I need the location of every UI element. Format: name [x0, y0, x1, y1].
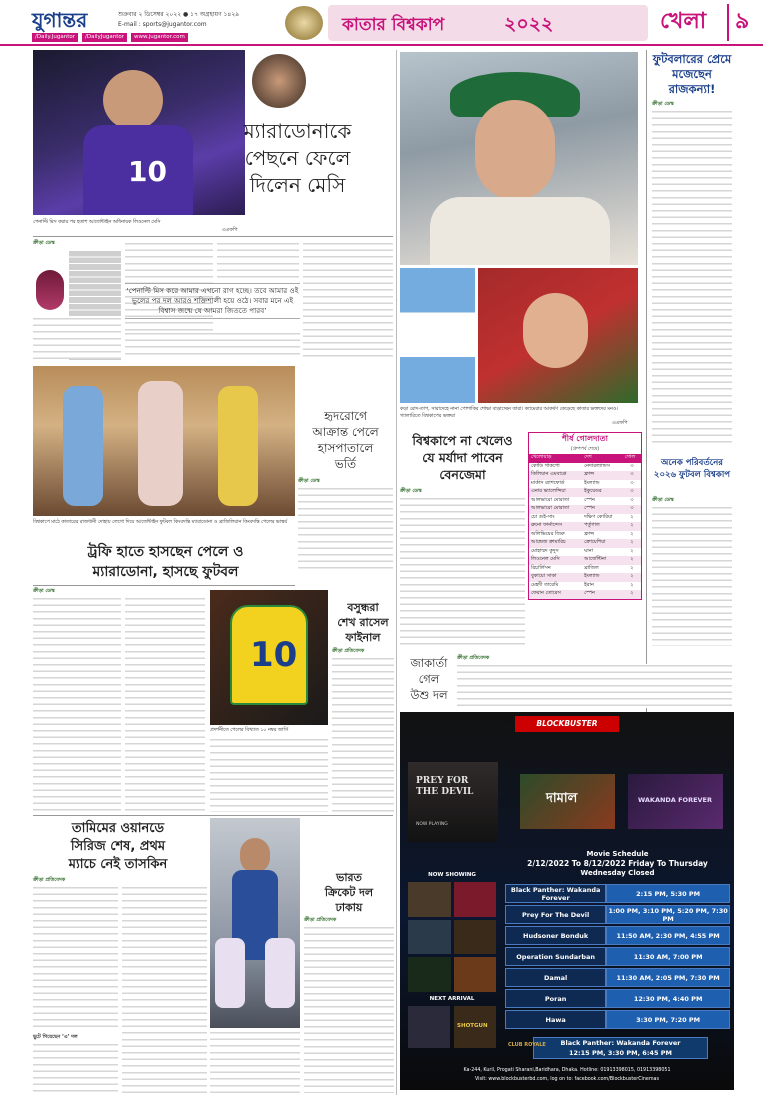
scorer-row: মেহদী তারেমি ইরান ২: [529, 582, 641, 591]
story2-headline: ফুটবলারের প্রেমে মজেছেন রাজকন্যা!: [652, 52, 732, 96]
messi-photo: 10: [33, 50, 245, 215]
schedule-footer: Black Panther: Wakanda Forever 12:15 PM, 3:30 PM, 6:45 PM: [533, 1037, 708, 1059]
story5-text: [400, 497, 525, 647]
scorer-row: চো গুই-সাং দক্ষিণ কোরিয়া ২: [529, 514, 641, 523]
ad-address: Ka-244, Kuril, Progati Sharani,Baridhara, Dhaka. Hotline: 01913398015, 01913398051: [463, 1068, 671, 1073]
scorer-row: মার্কাস র‍্যাশফোর্ড ইংল্যান্ড ৩: [529, 480, 641, 489]
now-showing-grid: [408, 882, 496, 992]
lego-statues-photo: [33, 366, 295, 516]
story3-text: [298, 487, 393, 572]
scorer-row: মোহাম্মদ কুদুস ঘানা ২: [529, 548, 641, 557]
section-name: খেলা: [660, 9, 707, 34]
story7-caption: প্রদর্শনীতে পেলের বিখ্যাত ১০ নম্বর জার্সি: [210, 728, 289, 733]
scorer-row: ব্রুনো ফার্নান্দেস পর্তুগাল ২: [529, 522, 641, 531]
schedule-row: Operation Sundarban 11:30 AM, 7:00 PM: [505, 947, 730, 966]
schedule-title: Movie Schedule: [586, 850, 649, 858]
club-royale-logo: CLUB ROYALE: [508, 1042, 546, 1048]
ad-web: Visit: www.blockbusterbd.com, log on to: facebook.com/BlockbusterCinemas: [475, 1077, 659, 1082]
story5-headline: বিশ্বকাপে না খেলেও যে মর্যাদা পাবেন বেনজেমা: [412, 433, 513, 482]
story2-caption: কড়া রোদ-তাপ, সারাদেহে নানা পোশাকির শোভা বাড়াচ্ছেন তারা। ক্যামেরার আকর্ষণ কেড়েছে কাতার ভক্তদের মনও। গ্যালারিতে বিশ্বকাপের ভক্তরা: [400, 407, 619, 419]
story4-text-col-1: [33, 597, 121, 812]
story10-headline: ভারত ক্রিকেট দল ঢাকায়: [324, 871, 374, 914]
youtube-link[interactable]: /DailyJugantor: [82, 33, 127, 42]
scorer-row: অলিভিয়ের জিরু ফ্রান্স ২: [529, 531, 641, 540]
story1-pullquote: ‘পেনাল্টি মিস করে আমার এখনো রাগ হচ্ছে। তবে আমার ওই ভুলের পর দল আরও শক্তিশালী হয়ে ওঠে। সবার মনে এই বিশ্বাস জন্মে যে আমরা জিততে পারব’: [125, 283, 300, 319]
poster-damal[interactable]: দামাল: [520, 774, 615, 829]
facebook-link[interactable]: /Daily.Jugantor: [32, 33, 78, 42]
scorer-row: কিলিয়ান এমবাপ্পে ফ্রান্স ৩: [529, 471, 641, 480]
movie-schedule-table: [505, 882, 730, 1031]
pele-jersey-photo: 10: [210, 590, 328, 725]
schedule-row: Hudsoner Bonduk 11:50 AM, 2:30 PM, 4:55 PM: [505, 926, 730, 945]
story6-headline: অনেক পরিবর্তনের ২০২৬ ফুটবল বিশ্বকাপ: [653, 458, 731, 480]
poster-wakanda[interactable]: WAKANDA FOREVER: [628, 774, 723, 829]
story4-byline: ক্রীড়া ডেস্ক: [33, 588, 55, 594]
story1-caption: পেনাল্টি মিস করার পর হতাশ আর্জেন্টাইন অধিনায়ক লিওনেল মেসি: [33, 220, 161, 225]
story10-caption-text: [210, 1031, 300, 1093]
fan-photo-large: [400, 52, 638, 265]
story2-byline: ক্রীড়া ডেস্ক: [652, 101, 674, 107]
story9-text-col-2: [122, 886, 207, 1093]
story1-text-col-3: [217, 242, 299, 280]
newspaper-logo: যুগান্তর: [32, 8, 88, 32]
blockbuster-ad[interactable]: [400, 712, 734, 1090]
poster-prey-for-the-devil[interactable]: PREY FOR THE DEVIL NOW PLAYING: [408, 762, 498, 842]
story2-text: [652, 110, 732, 445]
fan-photo-morocco: [478, 268, 638, 403]
story10-text: [304, 926, 394, 1093]
story7-text: [332, 657, 394, 812]
scorer-row: ফেরান তোরেস স্পেন ২: [529, 590, 641, 599]
story7-byline: ক্রীড়া প্রতিবেদক: [332, 648, 365, 654]
page-number: ৯: [727, 4, 749, 41]
schedule-row: Damal 11:30 AM, 2:05 PM, 7:30 PM: [505, 968, 730, 987]
fan-photo-argentina: [400, 268, 475, 403]
story8-headline: জাকার্তা গেল উশু দল: [410, 656, 448, 702]
schedule-row: Black Panther: Wakanda Forever 2:15 PM, 5:30 PM: [505, 884, 730, 903]
story1-byline: ক্রীড়া ডেস্ক: [33, 240, 55, 246]
scorer-row: বুকায়ো সাকা ইংল্যান্ড ২: [529, 573, 641, 582]
top-scorers-title: শীর্ষ গোলদাতা: [562, 434, 608, 443]
story6-text: [652, 506, 732, 646]
email-line: E-mail : sports@jugantor.com: [118, 21, 207, 28]
scorer-row: আলভারো মোরাতা স্পেন ৩: [529, 505, 641, 514]
story3-byline: ক্রীড়া ডেস্ক: [298, 478, 320, 484]
schedule-row: Prey For The Devil 1:00 PM, 3:10 PM, 5:20 PM, 7:30 PM: [505, 905, 730, 924]
story2-credit: এএফপি: [612, 421, 628, 426]
blockbuster-logo: BLOCKBUSTER: [515, 716, 619, 732]
story10-byline: ক্রীড়া প্রতিবেদক: [304, 917, 337, 923]
story4-text-col-3: [210, 738, 328, 812]
website-link[interactable]: www.jugantor.com: [131, 33, 188, 42]
scorer-row: রিচার্লিসন ব্রাজিল ২: [529, 565, 641, 574]
event-title: কাতার বিশ্বকাপ: [342, 15, 445, 35]
scorer-row: এনার ভ্যালেন্সিয়া ইকুয়েডর ৩: [529, 488, 641, 497]
story1-text-col-4: [303, 242, 393, 359]
scorer-row: আলভারো মোরাতা স্পেন ৩: [529, 497, 641, 506]
poster-sherlock[interactable]: [408, 1006, 450, 1048]
maradona-portrait: [250, 52, 308, 110]
top-scorers-subtitle: (গ্রুপপর্ব শেষে): [570, 447, 600, 452]
story8-text: [457, 664, 732, 708]
story7-headline: বসুন্ধরা শেখ রাসেল ফাইনাল: [337, 601, 389, 644]
story9-headline: তামিমের ওয়ানডে সিরিজ শেষ, প্রথম ম্যাচে নেই তাসকিন: [68, 821, 168, 872]
story1-text-col-5: [125, 332, 300, 359]
schedule-note: Wednesday Closed: [580, 869, 655, 877]
date-line: শুক্রবার ২ ডিসেম্বর ২০২২ ● ১৭ অগ্রহায়ণ ১৪২৯: [118, 11, 240, 18]
now-showing-label: NOW SHOWING: [428, 872, 476, 878]
story9-text-col-1b: [33, 1043, 118, 1093]
story1-text-col-1: [33, 317, 121, 359]
poster-shotgun[interactable]: SHOTGUN: [454, 1006, 496, 1048]
schedule-row: Hawa 3:30 PM, 7:20 PM: [505, 1010, 730, 1029]
masthead: [0, 0, 763, 46]
scorer-row: আন্দ্রেজ ক্রামারিচ ক্রোয়েশিয়া ২: [529, 539, 641, 548]
story9-subhead: ছুটে গিয়েছেন ‘এ’ দল: [33, 1034, 78, 1040]
story5-byline: ক্রীড়া ডেস্ক: [400, 488, 422, 494]
story9-text-col-1: [33, 886, 118, 1031]
next-arrival-label: NEXT ARRIVAL: [429, 996, 475, 1002]
scorer-row: লিওনেল মেসি আর্জেন্টিনা ২: [529, 556, 641, 565]
india-team-arrival-photo: [210, 818, 300, 1028]
story1-credit: এএফপি: [222, 228, 238, 233]
story8-byline: ক্রীড়া প্রতিবেদক: [457, 655, 490, 661]
story4-headline: ট্রফি হাতে হাসছেন পেলে ও ম্যারাডোনা, হাসছে ফুটবল: [87, 544, 244, 580]
story9-byline: ক্রীড়া প্রতিবেদক: [33, 877, 66, 883]
event-banner: [328, 5, 648, 41]
top-scorers-box: [528, 432, 642, 600]
scorer-row: কোডি গাকপো নেদারল্যান্ডস ৩: [529, 463, 641, 472]
schedule-dates: 2/12/2022 To 8/12/2022 Friday To Thursday: [527, 859, 708, 868]
story6-byline: ক্রীড়া ডেস্ক: [652, 497, 674, 503]
social-bar: [32, 33, 282, 42]
trophy-emblem: [285, 6, 323, 40]
schedule-row: Poran 12:30 PM, 4:40 PM: [505, 989, 730, 1008]
story1-headline: ম্যারাডোনাকে পেছনে ফেলে দিলেন মেসি: [243, 119, 352, 197]
story3-headline: হৃদরোগে আক্রান্ত পেলে হাসপাতালে ভর্তি: [312, 409, 379, 471]
top-scorers-table: খেলোয়াড় দেশ গোল কোডি গাকপো নেদারল্যান্ডস ৩ কিলিয়ান এমবাপ্পে ফ্রান্স ৩ মার্কাস র‍্যাশফোর্ড ইংল্যান্ড ৩ এনার ভ্যালেন্সিয়া ইকুয়েডর ৩ আলভারো মোরাতা স্পেন ৩ আলভারো মোরাতা স্পেন ৩ চো গুই-সাং দক্ষিণ কোরিয়া ২ ব্রুনো ফার্নান্দেস পর্তুগাল ২ অলিভিয়ের জিরু ফ্রান্স ২ আন্দ্রেজ ক্রামারিচ ক্রোয়েশিয়া ২ মোহাম্মদ কুদুস ঘানা ২ লিওনেল মেসি আর্জেন্টিনা ২ রিচার্লিসন ব্রাজিল ২ বুকায়ো সাকা ইংল্যান্ড ২ মেহদী তারেমি ইরান ২ ফেরান তোরেস স্পেন ২: [529, 454, 641, 599]
event-year: ২০২২: [504, 13, 554, 35]
story4-text-col-2: [125, 597, 205, 812]
story4-caption: বিশ্বকাপে মাঠে কাতারের রাজধানী দোহায় লেগো দিয়ে আর্জেন্টাইন ফুটবল কিংবদন্তি ম্যারাডোনা ও ব্রাজিলিয়ান কিংবদন্তি পেলের ভাস্কর্য: [33, 520, 288, 525]
